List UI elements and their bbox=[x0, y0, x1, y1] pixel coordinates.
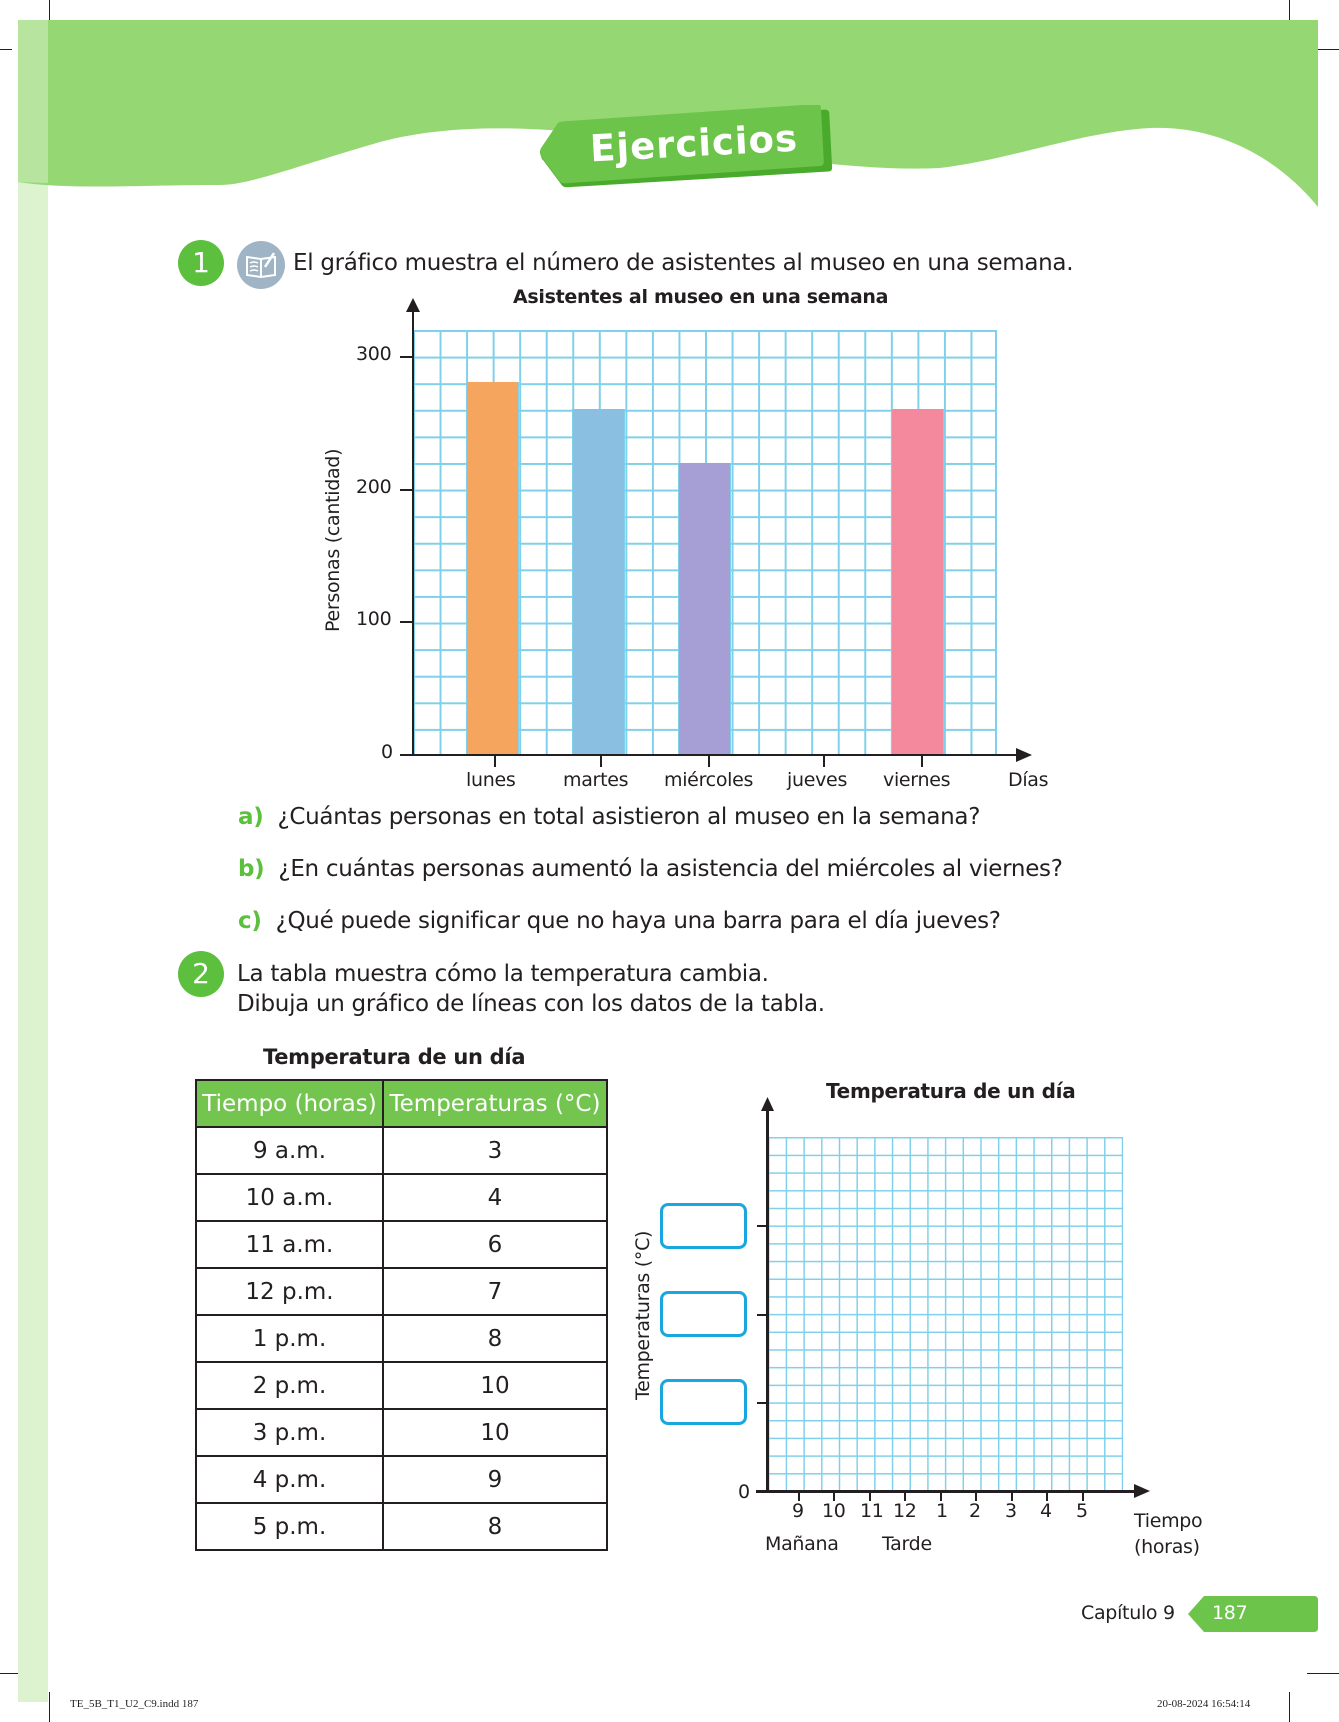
question-letter: c) bbox=[238, 908, 262, 934]
table-header-temp: Temperaturas (°C) bbox=[383, 1080, 607, 1127]
table-row bbox=[196, 1221, 607, 1268]
graph-x-label-line1: Tiempo bbox=[1134, 1510, 1203, 1532]
x-tick-label: 10 bbox=[822, 1500, 846, 1522]
page-margin-strip bbox=[18, 20, 48, 1702]
exercise-2-prompt-line1: La tabla muestra cómo la temperatura cambia. bbox=[237, 961, 769, 987]
temp-cell: 6 bbox=[383, 1221, 607, 1268]
table-row bbox=[196, 1503, 607, 1550]
y-tick-label: 200 bbox=[356, 476, 392, 498]
x-tick-label: lunes bbox=[466, 769, 516, 791]
time-cell: 4 p.m. bbox=[196, 1456, 383, 1503]
x-tick-label: 5 bbox=[1076, 1500, 1088, 1522]
x-tick-label: 2 bbox=[969, 1500, 981, 1522]
table-row bbox=[196, 1362, 607, 1409]
table-row bbox=[196, 1456, 607, 1503]
bar-martes bbox=[572, 409, 625, 755]
question-text: ¿En cuántas personas aumentó la asistencia del miércoles al viernes? bbox=[278, 856, 1063, 882]
table-header-time: Tiempo (horas) bbox=[196, 1080, 383, 1127]
page-number: 187 bbox=[1212, 1602, 1248, 1624]
x-tick-label: 9 bbox=[792, 1500, 804, 1522]
time-cell: 3 p.m. bbox=[196, 1409, 383, 1456]
crop-mark bbox=[1289, 1692, 1290, 1722]
book-pencil-icon bbox=[237, 241, 285, 289]
y-tick bbox=[400, 621, 413, 623]
table-row bbox=[196, 1174, 607, 1221]
graph-title: Temperatura de un día bbox=[826, 1079, 1076, 1103]
question-letter: b) bbox=[238, 856, 265, 882]
y-tick bbox=[757, 1314, 767, 1316]
section-title: Ejercicios bbox=[589, 116, 799, 171]
table-row bbox=[196, 1127, 607, 1174]
question-b bbox=[238, 856, 1063, 882]
graph-x-label-line2: (horas) bbox=[1134, 1536, 1200, 1558]
x-tick bbox=[921, 755, 923, 767]
y-tick bbox=[400, 356, 413, 358]
y-zero-label: 0 bbox=[738, 1481, 750, 1503]
temp-cell: 8 bbox=[383, 1315, 607, 1362]
time-cell: 11 a.m. bbox=[196, 1221, 383, 1268]
y-tick-label: 100 bbox=[356, 608, 392, 630]
chapter-label: Capítulo 9 bbox=[1081, 1602, 1175, 1624]
y-tick bbox=[757, 1402, 767, 1404]
crop-mark bbox=[1307, 1673, 1339, 1674]
y-tick bbox=[400, 489, 413, 491]
x-tick-label: 12 bbox=[893, 1500, 917, 1522]
time-cell: 9 a.m. bbox=[196, 1127, 383, 1174]
bar-lunes bbox=[466, 382, 519, 755]
graph-y-label: Temperaturas (°C) bbox=[632, 1230, 654, 1400]
bar-miercoles bbox=[678, 463, 731, 755]
y-scale-answer-box[interactable] bbox=[660, 1291, 747, 1337]
table-row bbox=[196, 1315, 607, 1362]
chart-title: Asistentes al museo en una semana bbox=[513, 286, 889, 308]
x-tick bbox=[823, 755, 825, 767]
graph-x-arrow-icon bbox=[1134, 1484, 1150, 1498]
y-scale-answer-box[interactable] bbox=[660, 1379, 747, 1425]
x-tick bbox=[708, 755, 710, 767]
table-header-row bbox=[196, 1080, 607, 1127]
y-axis bbox=[412, 306, 414, 756]
x-tick-label: 1 bbox=[936, 1500, 948, 1522]
y-scale-answer-box[interactable] bbox=[660, 1203, 747, 1249]
exercise-number-2: 2 bbox=[178, 951, 224, 997]
x-tick-label: 4 bbox=[1040, 1500, 1052, 1522]
time-cell: 12 p.m. bbox=[196, 1268, 383, 1315]
graph-y-axis bbox=[766, 1104, 769, 1493]
x-tick-label: martes bbox=[563, 769, 629, 791]
question-c bbox=[238, 908, 1001, 934]
time-cell: 5 p.m. bbox=[196, 1503, 383, 1550]
x-axis-label: Días bbox=[1008, 769, 1049, 791]
time-cell: 10 a.m. bbox=[196, 1174, 383, 1221]
bar-viernes bbox=[891, 409, 944, 755]
exercise-number-1: 1 bbox=[178, 240, 224, 286]
page-number-tab bbox=[1188, 1596, 1318, 1632]
table-row bbox=[196, 1409, 607, 1456]
blank-graph-grid[interactable] bbox=[768, 1137, 1123, 1491]
x-tick-label: miércoles bbox=[664, 769, 754, 791]
question-a bbox=[238, 804, 980, 830]
time-cell: 2 p.m. bbox=[196, 1362, 383, 1409]
y-axis-arrow-icon bbox=[405, 298, 421, 312]
period-afternoon-label: Tarde bbox=[882, 1533, 932, 1555]
bar-chart-grid bbox=[413, 330, 997, 755]
x-tick-label: viernes bbox=[883, 769, 951, 791]
x-tick bbox=[600, 755, 602, 767]
period-morning-label: Mañana bbox=[765, 1533, 839, 1555]
x-tick bbox=[494, 755, 496, 767]
x-axis-arrow-icon bbox=[1016, 748, 1032, 762]
table-row bbox=[196, 1268, 607, 1315]
file-slug: TE_5B_T1_U2_C9.indd 187 bbox=[70, 1698, 199, 1710]
x-tick-label: 3 bbox=[1005, 1500, 1017, 1522]
print-stamp: 20-08-2024 16:54:14 bbox=[1157, 1698, 1251, 1710]
exercise-2-prompt-line2: Dibuja un gráfico de líneas con los datos de la tabla. bbox=[237, 991, 825, 1017]
table-title: Temperatura de un día bbox=[263, 1045, 526, 1069]
temp-cell: 10 bbox=[383, 1362, 607, 1409]
x-tick-label: jueves bbox=[787, 769, 848, 791]
temp-cell: 7 bbox=[383, 1268, 607, 1315]
chart-y-label: Personas (cantidad) bbox=[322, 448, 344, 632]
question-text: ¿Qué puede significar que no haya una barra para el día jueves? bbox=[275, 908, 1001, 934]
temp-cell: 3 bbox=[383, 1127, 607, 1174]
x-tick-label: 11 bbox=[860, 1500, 884, 1522]
y-tick-label: 0 bbox=[381, 741, 393, 763]
question-text: ¿Cuántas personas en total asistieron al museo en la semana? bbox=[277, 804, 981, 830]
temperature-table bbox=[195, 1079, 608, 1551]
y-tick bbox=[757, 1225, 767, 1227]
question-letter: a) bbox=[238, 804, 264, 830]
graph-y-arrow-icon bbox=[760, 1097, 775, 1111]
temp-cell: 8 bbox=[383, 1503, 607, 1550]
time-cell: 1 p.m. bbox=[196, 1315, 383, 1362]
crop-mark bbox=[49, 1692, 50, 1722]
y-tick-label: 300 bbox=[356, 343, 392, 365]
temp-cell: 10 bbox=[383, 1409, 607, 1456]
exercise-1-prompt: El gráfico muestra el número de asistentes al museo en una semana. bbox=[293, 250, 1074, 276]
temp-cell: 4 bbox=[383, 1174, 607, 1221]
temp-cell: 9 bbox=[383, 1456, 607, 1503]
